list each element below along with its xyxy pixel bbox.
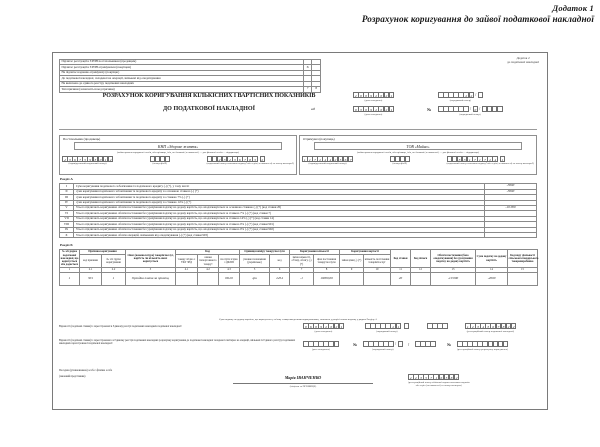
digit-box[interactable]: 2	[109, 158, 112, 163]
cell-qty-change[interactable]: -1	[290, 273, 314, 286]
digit-box[interactable]: 1	[468, 158, 471, 163]
row-number: X	[60, 233, 74, 238]
digit-box[interactable]: 2	[261, 158, 264, 163]
digit-box[interactable]: 2	[455, 376, 458, 380]
supplier-tax-group	[62, 156, 113, 165]
rc-number-caption: (порядковий номер)	[449, 98, 471, 102]
col-header-rownum: № з/п рядка податкової накладної, що коригується або додається	[60, 250, 79, 267]
footer-right-1-boxes[interactable]	[465, 323, 516, 329]
check-mark[interactable]: X	[303, 65, 312, 71]
col-header-unit: Одиниця виміру товару/послуги	[240, 250, 290, 255]
digit-box[interactable]: 4	[324, 158, 327, 163]
signature-reg-boxes[interactable]	[408, 374, 470, 380]
digit-box[interactable]: 0	[365, 94, 367, 98]
cell-unit-name[interactable]: грн	[240, 273, 270, 286]
row-text: Усього підлягають коригуванню обсяги постачання без урахування податку на додану вартість, що оподатковуються за ставкою 0% (-) (+) (код ставки 902)	[74, 227, 485, 232]
digit-box[interactable]: 3	[487, 325, 490, 329]
footer-line-2: Відомості (податкові ставки) із зареєстрованого в Єдиному реєстрі податкових накладних розрахунку коригування до податкової накладної складеної санітарно на операції, звільнені із Єдиного реєстру податкових накладних зареєстрованої податкової накладної⁵	[59, 339, 296, 346]
section-b-label: Розділ Б	[60, 243, 73, 247]
footer-num-2-group	[363, 341, 403, 351]
pn-date-caption: (дата складання)	[364, 112, 383, 116]
col-num: 1	[60, 268, 80, 273]
supplier-tax-caption: (індивідуальний податковий номер)	[68, 162, 107, 166]
digit-box[interactable]: 5	[254, 158, 257, 163]
cell-reason-code[interactable]: 301	[80, 273, 102, 286]
row-number: VI	[60, 211, 74, 216]
digit-box[interactable]: 2	[409, 376, 412, 380]
divider	[59, 129, 537, 130]
digit-box[interactable]: 3	[463, 158, 466, 163]
header-check-body	[60, 60, 321, 93]
signature-name-caption: (ініціали та ПРІЗВИЩЕ)	[289, 385, 317, 388]
digit-box[interactable]: 0	[330, 325, 333, 329]
row-text: сума коригування податкового зобов'язання та податкового кредиту за основною ставкою (-) (+)	[74, 189, 485, 195]
row-text: Усього підлягають коригуванню обсяги постачання без урахування податку на додану вартість, що оподатковуються за ставкою 14% (-) (+) (код ставки 14)	[74, 216, 485, 221]
digit-box[interactable]: 0	[474, 108, 477, 112]
footer-tail-1-group	[427, 323, 447, 329]
digit-box[interactable]: 2	[415, 376, 417, 380]
cell-unit-code[interactable]: 2454	[270, 273, 290, 286]
buyer-name-field[interactable]: ТОВ «Майно»	[314, 142, 522, 150]
buyer-reg-caption: (податковий номер платника податку² або серія (за наявності) та номер паспорта³)	[446, 162, 534, 166]
digit-box[interactable]: 3	[360, 108, 362, 112]
cell-vat-amount[interactable]: -2000	[476, 273, 508, 286]
digit-box[interactable]	[503, 341, 509, 347]
rc-date-group	[353, 92, 394, 102]
footer-tail-1-boxes[interactable]	[427, 323, 447, 329]
footer-tail-2-boxes[interactable]	[415, 341, 435, 347]
footer-date-1-caption: (дата складання)	[314, 329, 333, 333]
digit-box[interactable]: 0	[304, 325, 307, 329]
page-title: Розрахунок коригування до зайвої податкової накладної	[361, 13, 594, 24]
digit-box[interactable]: 2	[507, 325, 510, 329]
col-num: 9	[340, 268, 364, 273]
digit-box[interactable]: 9	[89, 158, 92, 163]
col-header-reason-code: код причини	[80, 254, 102, 267]
col-header-vat-amount: Сума податку на додану вартість	[476, 250, 508, 268]
digit-box[interactable]	[430, 341, 436, 347]
row-number: VII	[60, 216, 74, 221]
pn-date-boxes[interactable]	[353, 106, 394, 112]
digit-box[interactable]: 1	[303, 158, 306, 163]
digit-box[interactable]: 0	[315, 325, 317, 329]
buyer-tax-group	[302, 156, 353, 165]
digit-box[interactable]: 6	[239, 158, 241, 163]
digit-box[interactable]: 9	[370, 94, 372, 98]
digit-box[interactable]: 2	[319, 158, 321, 163]
col-num: 4.1	[176, 268, 198, 273]
digit-box[interactable]: 2	[375, 94, 378, 98]
digit-box[interactable]	[334, 341, 340, 347]
digit-box[interactable]: 3	[420, 376, 422, 380]
supplier-reg-group	[207, 156, 294, 165]
digit-box[interactable]: 2	[385, 94, 388, 98]
buyer-name-caption: (найменування юридичної особи, або прізвище, ім'я, по батькові (за наявності) — для фізичної особи — підприємця)	[356, 151, 480, 155]
col-num: 10	[364, 268, 391, 273]
slash-separator: /	[479, 106, 481, 111]
corner-note-line1: Додаток 2	[516, 56, 530, 60]
col-header-price-adjust: Коригування вартості	[340, 250, 391, 255]
slash-separator: /	[475, 92, 477, 97]
buyer-branch-group	[390, 156, 410, 165]
footer-num-1-group	[365, 323, 409, 333]
digit-box[interactable]: 2	[392, 325, 395, 329]
signature-label-1: Посадова (уповноважена) особа / фізична особа	[59, 369, 113, 372]
col-header-supply-qty: кількість постачання товарів/послуг	[364, 254, 391, 267]
cell-dkpp[interactable]: 68.20	[219, 273, 240, 286]
row-number: II	[60, 189, 74, 195]
col-header-unit-name: умовне позначення (українське)	[240, 254, 270, 267]
row-number: I	[60, 184, 74, 190]
row-text: Усього підлягають коригуванню обсяги постачання без урахування податку на додану вартість, що оподатковуються за основною ставкою (-) (+) (код ставки 20)	[74, 205, 485, 211]
cell-group-num[interactable]: 1	[102, 273, 126, 286]
pn-number-group	[438, 106, 502, 116]
slash-separator: /	[395, 341, 397, 346]
check-label: Тип причини (зазначається код причини)	[60, 87, 304, 93]
table-row[interactable]	[60, 87, 321, 93]
signature-reg-caption-2: або серія (за наявності) та номер паспорта)	[415, 384, 462, 388]
digit-box[interactable]: 4	[63, 158, 66, 163]
table-row[interactable]	[60, 273, 538, 286]
footer-right-2-caption: (реєстраційний номер розрахунку коригування)	[457, 347, 508, 351]
supplier-panel	[59, 135, 297, 175]
digit-box[interactable]: 5	[339, 158, 342, 163]
row-value[interactable]: -3000	[485, 189, 537, 195]
rc-number-boxes[interactable]	[438, 92, 483, 98]
supplier-reg-caption: (податковий номер платника податку² або серія (за наявності) та номер паспорта³)	[206, 162, 294, 166]
row-number: VIII	[60, 222, 74, 227]
rc-date-caption: (дата складання)	[364, 98, 383, 102]
footer-date-2-caption: (дата складання)	[311, 347, 330, 351]
digit-box[interactable]: 1	[390, 94, 393, 98]
col-header-supply-volume: Обсяги постачання (база оподаткування) без урахування податку на додану вартість	[431, 250, 476, 268]
digit-box[interactable]: 1	[501, 158, 504, 163]
cell-activity-code[interactable]	[508, 273, 538, 286]
digit-box[interactable]	[404, 323, 410, 329]
row-text: Сума коригування податкового зобов'язання та податкового кредиту (-) (+), у тому числі:	[74, 184, 485, 190]
col-header-import-flag: ознака імпортованого товару⁴	[199, 256, 217, 266]
digit-box[interactable]: 7	[314, 158, 316, 163]
row-number: IV	[60, 200, 74, 205]
col-num: 3	[126, 268, 176, 273]
digit-box[interactable]: 1	[104, 158, 107, 163]
digit-box[interactable]: 7	[430, 376, 433, 380]
digit-box[interactable]: 3	[477, 325, 479, 329]
col-header-uktzed: товару згідно з УКТ ЗЕД	[176, 254, 198, 267]
digit-box[interactable]: 9	[320, 325, 322, 329]
digit-box[interactable]: 7	[349, 158, 352, 163]
footer-num-1-boxes[interactable]	[365, 323, 409, 329]
form-title-line2: ДО ПОДАТКОВОЇ НАКЛАДНОЇ	[162, 106, 255, 112]
digit-box[interactable]: 7	[79, 158, 81, 163]
supplier-branch-caption: (номер філії¹)	[152, 162, 167, 166]
supplier-name-caption: (найменування юридичної особи, або прізвище, ім'я, по батькові (за наявності) — для фізичної особи — підприємця)	[116, 151, 240, 155]
col-num: 5	[240, 268, 270, 273]
cell-exemption-code[interactable]	[411, 273, 431, 286]
buyer-reg-group	[447, 156, 534, 165]
col-header-qty-adjust: Коригування кількості	[290, 250, 340, 255]
col-header-dkpp: послуги згідно з ДКПП	[219, 254, 240, 267]
col-num: 4.2	[198, 268, 219, 273]
digit-box[interactable]: 8	[249, 158, 251, 163]
section-b-head	[60, 250, 538, 273]
supplier-numbers-row	[60, 156, 296, 165]
row-value[interactable]	[485, 233, 537, 238]
check-label: Підлягає реєстрації в ЄРПН отримувачем (покупцем)	[60, 65, 304, 71]
digit-box[interactable]: 2	[354, 94, 357, 98]
col-header-price-change: зміна ціни (-) (+)	[340, 254, 364, 267]
footer-note: Сума податку на додану вартість, що коригується у зв'язку з вищенаведеними коригуваннями, зазначена у розрізі ставок податку у рядках Розділу А	[218, 318, 378, 321]
footer-line-1: Відомості (податкові ставки) із зареєстрованої в Єдиному реєстрі податкових накладних податкової накладної⁵	[59, 325, 182, 328]
row-text: Усього підлягають коригуванню обсяги операцій, звільнених від оподаткування (-) (+) (код ставки 903)	[74, 233, 485, 238]
digit-box[interactable]: 7	[497, 325, 500, 329]
col-header-code: Код	[176, 250, 240, 255]
buyer-numbers-row	[300, 156, 536, 165]
digit-box[interactable]: 8	[450, 376, 453, 380]
footer-date-1-boxes[interactable]	[303, 323, 344, 329]
cell-rownum[interactable]: 1	[60, 273, 80, 286]
digit-box[interactable]: 3	[69, 158, 71, 163]
digit-box[interactable]: 0	[354, 108, 357, 112]
digit-box[interactable]: 1	[479, 158, 481, 163]
digit-box[interactable]: 1	[309, 158, 311, 163]
digit-box[interactable]: 3	[223, 158, 226, 163]
corner-note	[507, 56, 539, 65]
digit-box[interactable]: 0	[99, 158, 102, 163]
digit-box[interactable]: 2	[385, 108, 388, 112]
col-num: 14	[476, 268, 508, 273]
col-num: 8	[314, 268, 340, 273]
row-value[interactable]: -10 000	[485, 205, 537, 211]
cell-supply-qty[interactable]	[364, 273, 391, 286]
footer-right-2-group	[457, 341, 508, 351]
pn-date-group	[353, 106, 394, 116]
digit-box[interactable]: 2	[512, 325, 515, 329]
cell-uktzed[interactable]	[176, 273, 198, 286]
header-check-table	[59, 59, 321, 93]
col-num: 12	[411, 268, 431, 273]
cell-description[interactable]: Орендна плата за приміщ.	[126, 273, 176, 286]
digit-box[interactable]: 6	[310, 325, 312, 329]
pn-number-caption: (порядковий номер)	[459, 112, 481, 116]
footer-date-1-group	[303, 323, 344, 333]
table-row	[60, 233, 537, 238]
check-mark[interactable]: 7	[303, 87, 312, 93]
signature-reg-group	[408, 374, 470, 387]
row-text: сума коригування податкового зобов'язання та податкового кредиту за ставкою 14% (-) (+)	[74, 200, 485, 205]
col-header-rate-code: Код ставки	[391, 250, 411, 268]
buyer-tax-caption: (індивідуальний податковий номер)	[308, 162, 347, 166]
slash-separator-2: /	[408, 342, 410, 347]
col-num: 15	[508, 268, 538, 273]
cell-rate-code[interactable]: 20	[391, 273, 411, 286]
digit-box[interactable]: 7	[473, 158, 476, 163]
cell-price-change[interactable]	[340, 273, 364, 286]
check-label: Не включено до єдиного реєстру податкових накладних	[60, 81, 304, 86]
col-num: 11	[391, 268, 411, 273]
rc-number-group	[438, 92, 483, 102]
section-b-table	[59, 249, 538, 286]
check-label: Не підлягає наданню отримувачу (покупцю)	[60, 70, 304, 75]
digit-box[interactable]: 6	[344, 158, 347, 163]
digit-box[interactable]: 5	[84, 158, 87, 163]
digit-box[interactable]: 7	[244, 158, 246, 163]
number-symbol: №	[427, 107, 432, 112]
col-header-activity-code: Код виду діяльності сільськогосподарського товаровиробника	[508, 250, 538, 268]
digit-box[interactable]: 1	[340, 325, 343, 329]
digit-box[interactable]: 5	[425, 376, 427, 380]
digit-box[interactable]: 1	[390, 108, 393, 112]
footer-date-2-group	[303, 341, 339, 351]
pn-number-boxes[interactable]	[438, 106, 502, 112]
digit-box[interactable]: 2	[334, 158, 337, 163]
digit-box[interactable]: 0	[365, 108, 367, 112]
digit-box[interactable]: 4	[482, 325, 484, 329]
col-header-group-num: № з/п групи коригування	[102, 254, 126, 267]
signature-label-2: (законний представник)	[59, 375, 86, 378]
digit-box[interactable]: 7	[484, 158, 486, 163]
col-header-qty-change: зміна кількості, об'єму, обсягу (-) (+)	[290, 254, 314, 267]
col-header-unit-code: код	[270, 254, 290, 267]
row-number: IX	[60, 227, 74, 232]
signature-reg-caption-1: (реєстраційний номер облікової картки платника податків	[408, 380, 470, 384]
check-mark-2[interactable]: 8	[312, 87, 321, 93]
digit-box[interactable]: 2	[375, 108, 378, 112]
footer-num-2-caption: (порядковий номер)	[372, 347, 394, 351]
col-num: 4.3	[219, 268, 240, 273]
digit-box[interactable]: 2	[465, 94, 468, 98]
document-header	[362, 3, 594, 25]
digit-box[interactable]: 3	[458, 158, 461, 163]
digit-box[interactable]: 2	[335, 325, 338, 329]
digit-box[interactable]: 5	[445, 376, 448, 380]
digit-box[interactable]: 6	[492, 325, 495, 329]
footer-tail-2-group	[415, 341, 435, 347]
digit-box[interactable]: 2	[489, 158, 491, 163]
col-header-description: Опис (номенклатура) товарів/послуг, вартість чи кількість яких коригується	[126, 250, 176, 268]
cell-import-flag[interactable]	[198, 273, 219, 286]
signature-name[interactable]: Марія ІВАНЧЕНКО	[284, 375, 322, 380]
col-num: 6	[270, 268, 290, 273]
col-num: 2.1	[80, 268, 102, 273]
digit-box[interactable]: 0	[380, 94, 383, 98]
number-symbol-3: №	[447, 342, 452, 347]
row-number: III	[60, 195, 74, 200]
digit-box[interactable]: 1	[397, 325, 400, 329]
footer-right-1-group	[465, 323, 516, 333]
supplier-title: Постачальник (продавець)	[63, 137, 101, 141]
number-symbol-2: №	[353, 342, 358, 347]
cell-supply-price[interactable]: 10000,00	[314, 273, 340, 286]
col-header-exemption-code: Код пільги	[411, 250, 431, 268]
appendix-label: Додаток 1	[552, 3, 594, 13]
footer-right-1-caption: (реєстраційний номер податкової накладної)	[466, 329, 515, 333]
footer-right-2-boxes[interactable]	[457, 341, 508, 347]
col-header-reason: Причина коригування	[80, 250, 126, 255]
slash-separator: /	[470, 106, 472, 111]
buyer-panel	[299, 135, 537, 175]
row-value[interactable]: -3000	[485, 184, 537, 190]
digit-box[interactable]: 4	[494, 158, 497, 163]
col-num: 2.2	[102, 268, 126, 273]
supplier-name-field[interactable]: КНП «Здорове життя»	[74, 142, 282, 150]
section-b-body	[60, 273, 538, 286]
digit-box[interactable]	[497, 106, 503, 112]
footer-num-1-caption: (порядковий номер)	[376, 329, 398, 333]
row-text: сума коригування податкового зобов'язання та податкового кредиту за ставкою 7% (-) (+)	[74, 195, 485, 200]
form-frame	[52, 52, 548, 410]
check-label: Підлягає реєстрації в ЄРПН постачальником (продавцем)	[60, 60, 304, 65]
col-header-supply-price: ціна постачання товару/послуги	[314, 254, 340, 267]
digit-box[interactable]: 2	[218, 158, 221, 163]
digit-box[interactable]: 3	[94, 158, 97, 163]
signature-rule	[233, 383, 373, 384]
digit-box[interactable]: 3	[233, 158, 236, 163]
row-text: Усього підлягають коригуванню обсяги постачання без урахування податку на додану вартість, що оподатковуються за ставкою 0% (-) (+) (код ставки 901)	[74, 222, 485, 227]
digit-box[interactable]: 1	[435, 376, 438, 380]
digit-box[interactable]: 2	[472, 325, 474, 329]
section-a-label: Розділ А	[60, 177, 73, 181]
col-num: 13	[431, 268, 476, 273]
corner-note-line2: до податкової накладної	[507, 60, 539, 65]
check-label: До податкової накладної, складеної на операції, звільнені від оподаткування	[60, 76, 304, 81]
cell-supply-volume[interactable]: -10 000	[431, 273, 476, 286]
vid-label: від	[311, 107, 316, 111]
row-number: V	[60, 205, 74, 211]
row-text: Усього підлягають коригуванню обсяги постачання без урахування податку на додану вартість, що оподатковуються за ставкою 7% (-) (+) (код ставки 7)	[74, 211, 485, 216]
digit-box[interactable]: 6	[74, 158, 76, 163]
form-title-line1: РОЗРАХУНОК КОРИГУВАННЯ КІЛЬКІСНИХ І ВАРТІСНИХ ПОКАЗНИКІВ	[102, 93, 316, 99]
digit-box[interactable]: 1	[466, 325, 469, 329]
digit-box[interactable]	[442, 323, 448, 329]
digit-box[interactable]: 0	[380, 108, 383, 112]
buyer-title: Отримувач (покупець)	[303, 137, 335, 141]
footer-date-2-boxes[interactable]	[303, 341, 339, 347]
supplier-branch-group	[150, 156, 170, 165]
digit-box[interactable]: 6	[440, 376, 443, 380]
digit-box[interactable]	[398, 341, 404, 347]
section-a-body	[60, 184, 537, 238]
digit-box[interactable]: 8	[502, 325, 505, 329]
col-num: 7	[290, 268, 314, 273]
rc-date-boxes[interactable]	[353, 92, 394, 98]
digit-box[interactable]	[478, 92, 484, 98]
digit-box[interactable]: 0	[360, 94, 362, 98]
digit-box[interactable]: 2	[470, 94, 473, 98]
section-a-table	[59, 183, 537, 238]
footer-num-2-boxes[interactable]	[363, 341, 403, 347]
digit-box[interactable]: 4	[329, 158, 332, 163]
digit-box[interactable]: 9	[370, 108, 372, 112]
digit-box[interactable]: 2	[325, 325, 328, 329]
digit-box[interactable]: 4	[228, 158, 231, 163]
buyer-branch-caption: (номер філії¹)	[392, 162, 407, 166]
